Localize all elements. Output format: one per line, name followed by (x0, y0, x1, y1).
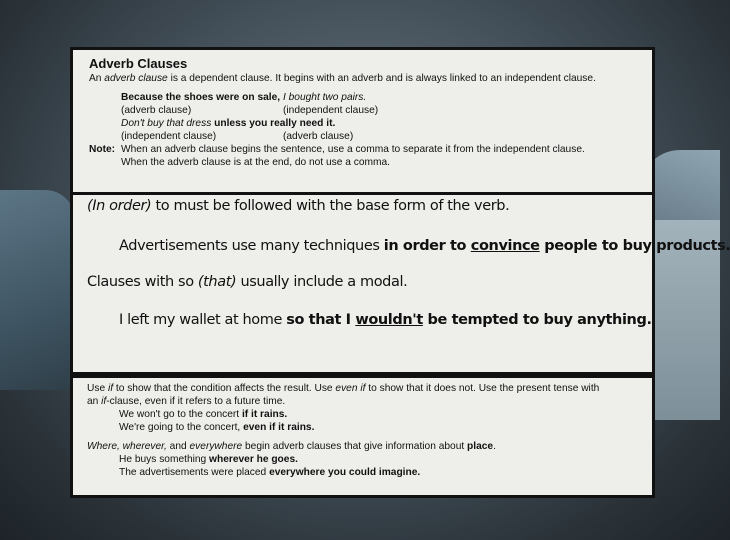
rule-text: begin adverb clauses that give information about (242, 441, 468, 452)
example-bold: wherever he goes. (209, 454, 298, 465)
example-underline: convince (470, 238, 540, 254)
label: (adverb clause) (121, 105, 192, 116)
note-line-2: When the adverb clause is at the end, do not use a comma. (121, 157, 390, 168)
example-2-labels (89, 130, 642, 143)
rule-italic: if (101, 396, 107, 407)
condition-place-panel (70, 375, 655, 498)
example-1 (89, 91, 642, 104)
intro-text (89, 72, 642, 85)
intro-term: adverb clause (104, 73, 168, 84)
example-text: He buys something (119, 454, 210, 465)
rule-place (87, 440, 642, 453)
example-1-labels (89, 104, 642, 117)
rule-text: -clause, even if it refers to a future time. (106, 396, 286, 407)
rule-italic: (that) (197, 274, 237, 290)
example-1-bold: Because the shoes were on sale, (121, 92, 281, 103)
rule-text: and (166, 441, 190, 452)
example-in-order (87, 238, 730, 254)
note (89, 143, 642, 156)
rule-text: to must be followed with the base form of the verb. (151, 198, 510, 214)
background-ice-left (0, 190, 75, 390)
example-everywhere (87, 466, 642, 479)
example-if (87, 408, 642, 421)
rule-italic: Where, wherever, (87, 441, 167, 452)
rule-in-order (87, 198, 642, 214)
example-1-italic: I bought two pairs. (280, 92, 367, 103)
example-bold: people to buy products. (539, 238, 730, 254)
example-bold: if it rains. (241, 409, 288, 420)
intro-part: An (89, 73, 105, 84)
example-text: I left my wallet at home (119, 312, 287, 328)
example-so-that (87, 312, 652, 328)
example-even-if (87, 421, 642, 434)
rule-text: to show that it does not. Use the present tense with (365, 383, 600, 394)
note-text: When an adverb clause begins the sentence, use a comma to separate it from the independent clause. (121, 144, 585, 155)
example-text: We won't go to the concert (119, 409, 242, 420)
rule-if-2 (87, 395, 642, 408)
example-bold: in order to (383, 238, 471, 254)
intro-part: is a dependent clause. It begins with an adverb and is always linked to an independent clause. (167, 73, 596, 84)
example-text: Advertisements use many techniques (119, 238, 384, 254)
rule-text: usually include a modal. (236, 274, 408, 290)
example-2-bold: unless you really need it. (211, 118, 336, 129)
rule-text: . (493, 441, 496, 452)
panel-title: Adverb Clauses (89, 56, 188, 71)
adverb-clauses-panel (70, 47, 655, 195)
rule-italic: even if (335, 383, 366, 394)
example-text: The advertisements were placed (119, 467, 270, 478)
example-2-italic: Don't buy that dress (121, 118, 212, 129)
rule-text: Clauses with so (87, 274, 198, 290)
label: (adverb clause) (283, 131, 354, 142)
rule-so-that (87, 274, 642, 290)
rule-text: Use (87, 383, 108, 394)
example-bold: so that I (286, 312, 356, 328)
rule-text: an (87, 396, 102, 407)
example-bold: everywhere you could imagine. (269, 467, 421, 478)
rule-italic: (In order) (87, 198, 152, 214)
rule-bold: place (467, 441, 494, 452)
label: (independent clause) (121, 131, 217, 142)
example-underline: wouldn't (355, 312, 423, 328)
label: (independent clause) (283, 105, 379, 116)
example-wherever (87, 453, 642, 466)
rule-if (87, 382, 642, 395)
example-text: We're going to the concert, (119, 422, 244, 433)
rule-text: to show that the condition affects the result. Use (113, 383, 336, 394)
rule-italic: if (107, 383, 114, 394)
example-bold: even if it rains. (243, 422, 315, 433)
rule-italic: everywhere (189, 441, 243, 452)
purpose-clauses-panel (70, 175, 730, 375)
example-bold: be tempted to buy anything. (422, 312, 652, 328)
example-2 (89, 117, 642, 130)
note-label: Note: (89, 144, 116, 155)
